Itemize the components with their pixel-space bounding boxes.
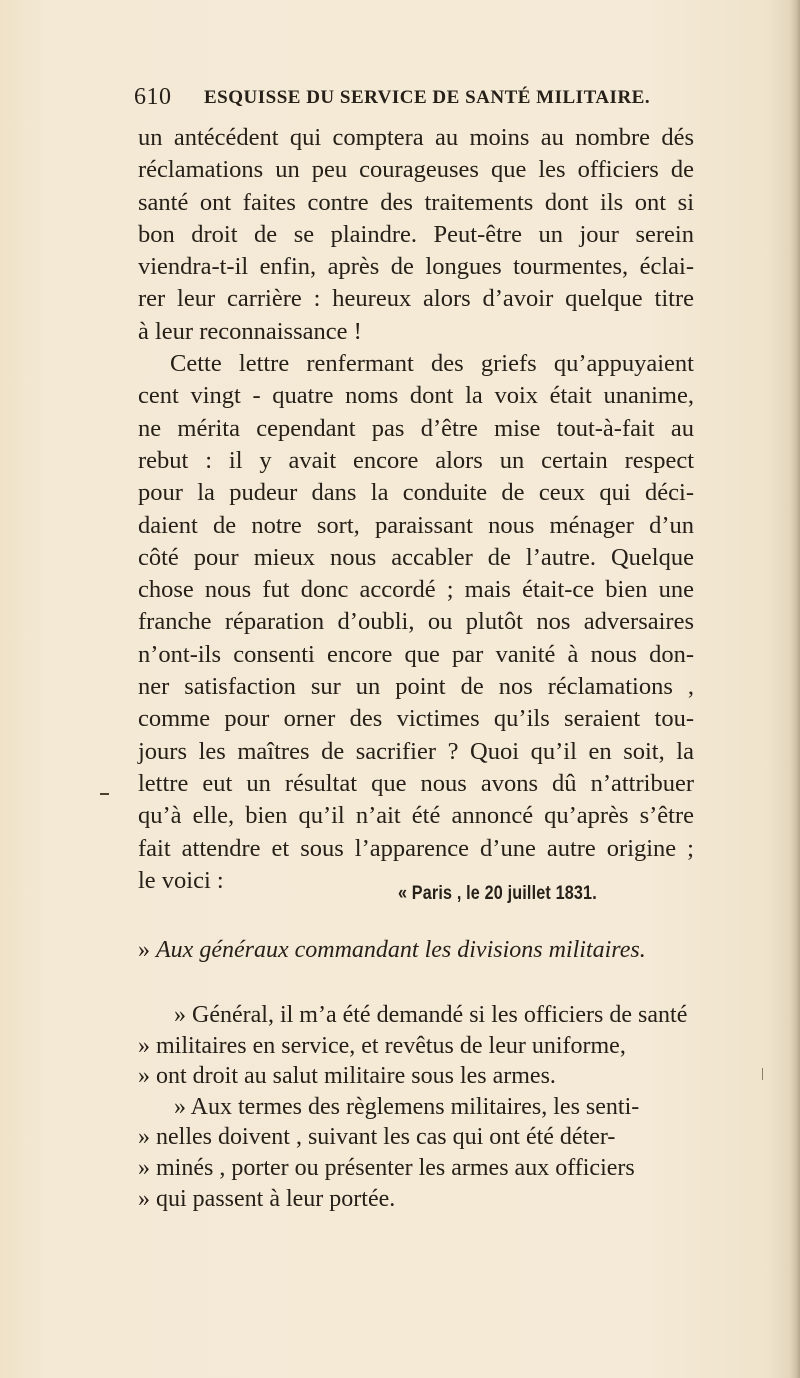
- text-line: Cette lettre renfermant des griefs qu’appuyaient: [170, 350, 694, 378]
- text-line: ne mérita cependant pas d’être mise tout-à-fait au: [138, 414, 694, 442]
- letter-line: » nelles doivent , suivant les cas qui ont été déter-: [138, 1124, 616, 1151]
- page-edge-shadow: [790, 0, 800, 1378]
- text-line: fait attendre et sous l’apparence d’une autre origine ;: [138, 834, 694, 862]
- text-line: viendra-t-il enfin, après de longues tourmentes, éclai-: [138, 253, 694, 281]
- text-line: rebut : il y avait encore alors un certain respect: [138, 446, 694, 474]
- text-line: réclamations un peu courageuses que les officiers de: [138, 156, 694, 184]
- text-line: un antécédent qui comptera au moins au nombre dés: [138, 124, 694, 151]
- text-line: cent vingt - quatre noms dont la voix était unanime,: [138, 382, 694, 410]
- letter-address: [138, 937, 698, 964]
- text-line: franche réparation d’oubli, ou plutôt nos adversaires: [138, 608, 694, 636]
- address-text: Aux généraux commandant les divisions militaires.: [156, 937, 646, 963]
- text-line: ner satisfaction sur un point de nos réclamations ,: [138, 673, 694, 701]
- text-line: daient de notre sort, paraissant nous ménager d’un: [138, 511, 694, 539]
- text-line: lettre eut un résultat que nous avons dû n’attribuer: [138, 769, 694, 797]
- text-line: rer leur carrière : heureux alors d’avoir quelque titre: [138, 285, 694, 313]
- letter-dateline: « Paris , le 20 juillet 1831.: [398, 883, 597, 904]
- margin-mark: [100, 793, 109, 795]
- letter-line: » minés , porter ou présenter les armes aux officiers: [138, 1154, 635, 1181]
- text-line: bon droit de se plaindre. Peut-être un jour serein: [138, 220, 694, 248]
- text-line: côté pour mieux nous accabler de l’autre. Quelque: [138, 543, 694, 571]
- letter-body: [138, 1000, 738, 1214]
- margin-mark: [762, 1068, 763, 1080]
- text-line: comme pour orner des victimes qu’ils seraient tou-: [138, 705, 694, 733]
- quote-mark: »: [138, 937, 156, 963]
- running-head: [134, 84, 690, 112]
- body-text: [138, 122, 694, 897]
- letter-line: » ont droit au salut militaire sous les armes.: [138, 1063, 556, 1090]
- letter-line: » Général, il m’a été demandé si les officiers de santé: [174, 1002, 688, 1028]
- header-title: ESQUISSE DU SERVICE DE SANTÉ MILITAIRE.: [204, 87, 651, 108]
- letter-line: » qui passent à leur portée.: [138, 1185, 396, 1212]
- text-line: n’ont-ils consenti encore que par vanité à nous don-: [138, 640, 694, 668]
- letter-line: » Aux termes des règlemens militaires, les senti-: [174, 1093, 640, 1120]
- text-line: à leur reconnaissance !: [138, 317, 362, 345]
- text-line: jours les maîtres de sacrifier ? Quoi qu’il en soit, la: [138, 737, 694, 765]
- text-line: pour la pudeur dans la conduite de ceux qui déci-: [138, 479, 694, 507]
- text-line: le voici :: [138, 866, 224, 894]
- letter-line: » militaires en service, et revêtus de leur uniforme,: [138, 1032, 626, 1059]
- page-number: 610: [134, 84, 172, 110]
- text-line: santé ont faites contre des traitements dont ils ont si: [138, 188, 694, 216]
- text-line: qu’à elle, bien qu’il n’ait été annoncé qu’après s’être: [138, 802, 694, 830]
- text-line: chose nous fut donc accordé ; mais était-ce bien une: [138, 576, 694, 604]
